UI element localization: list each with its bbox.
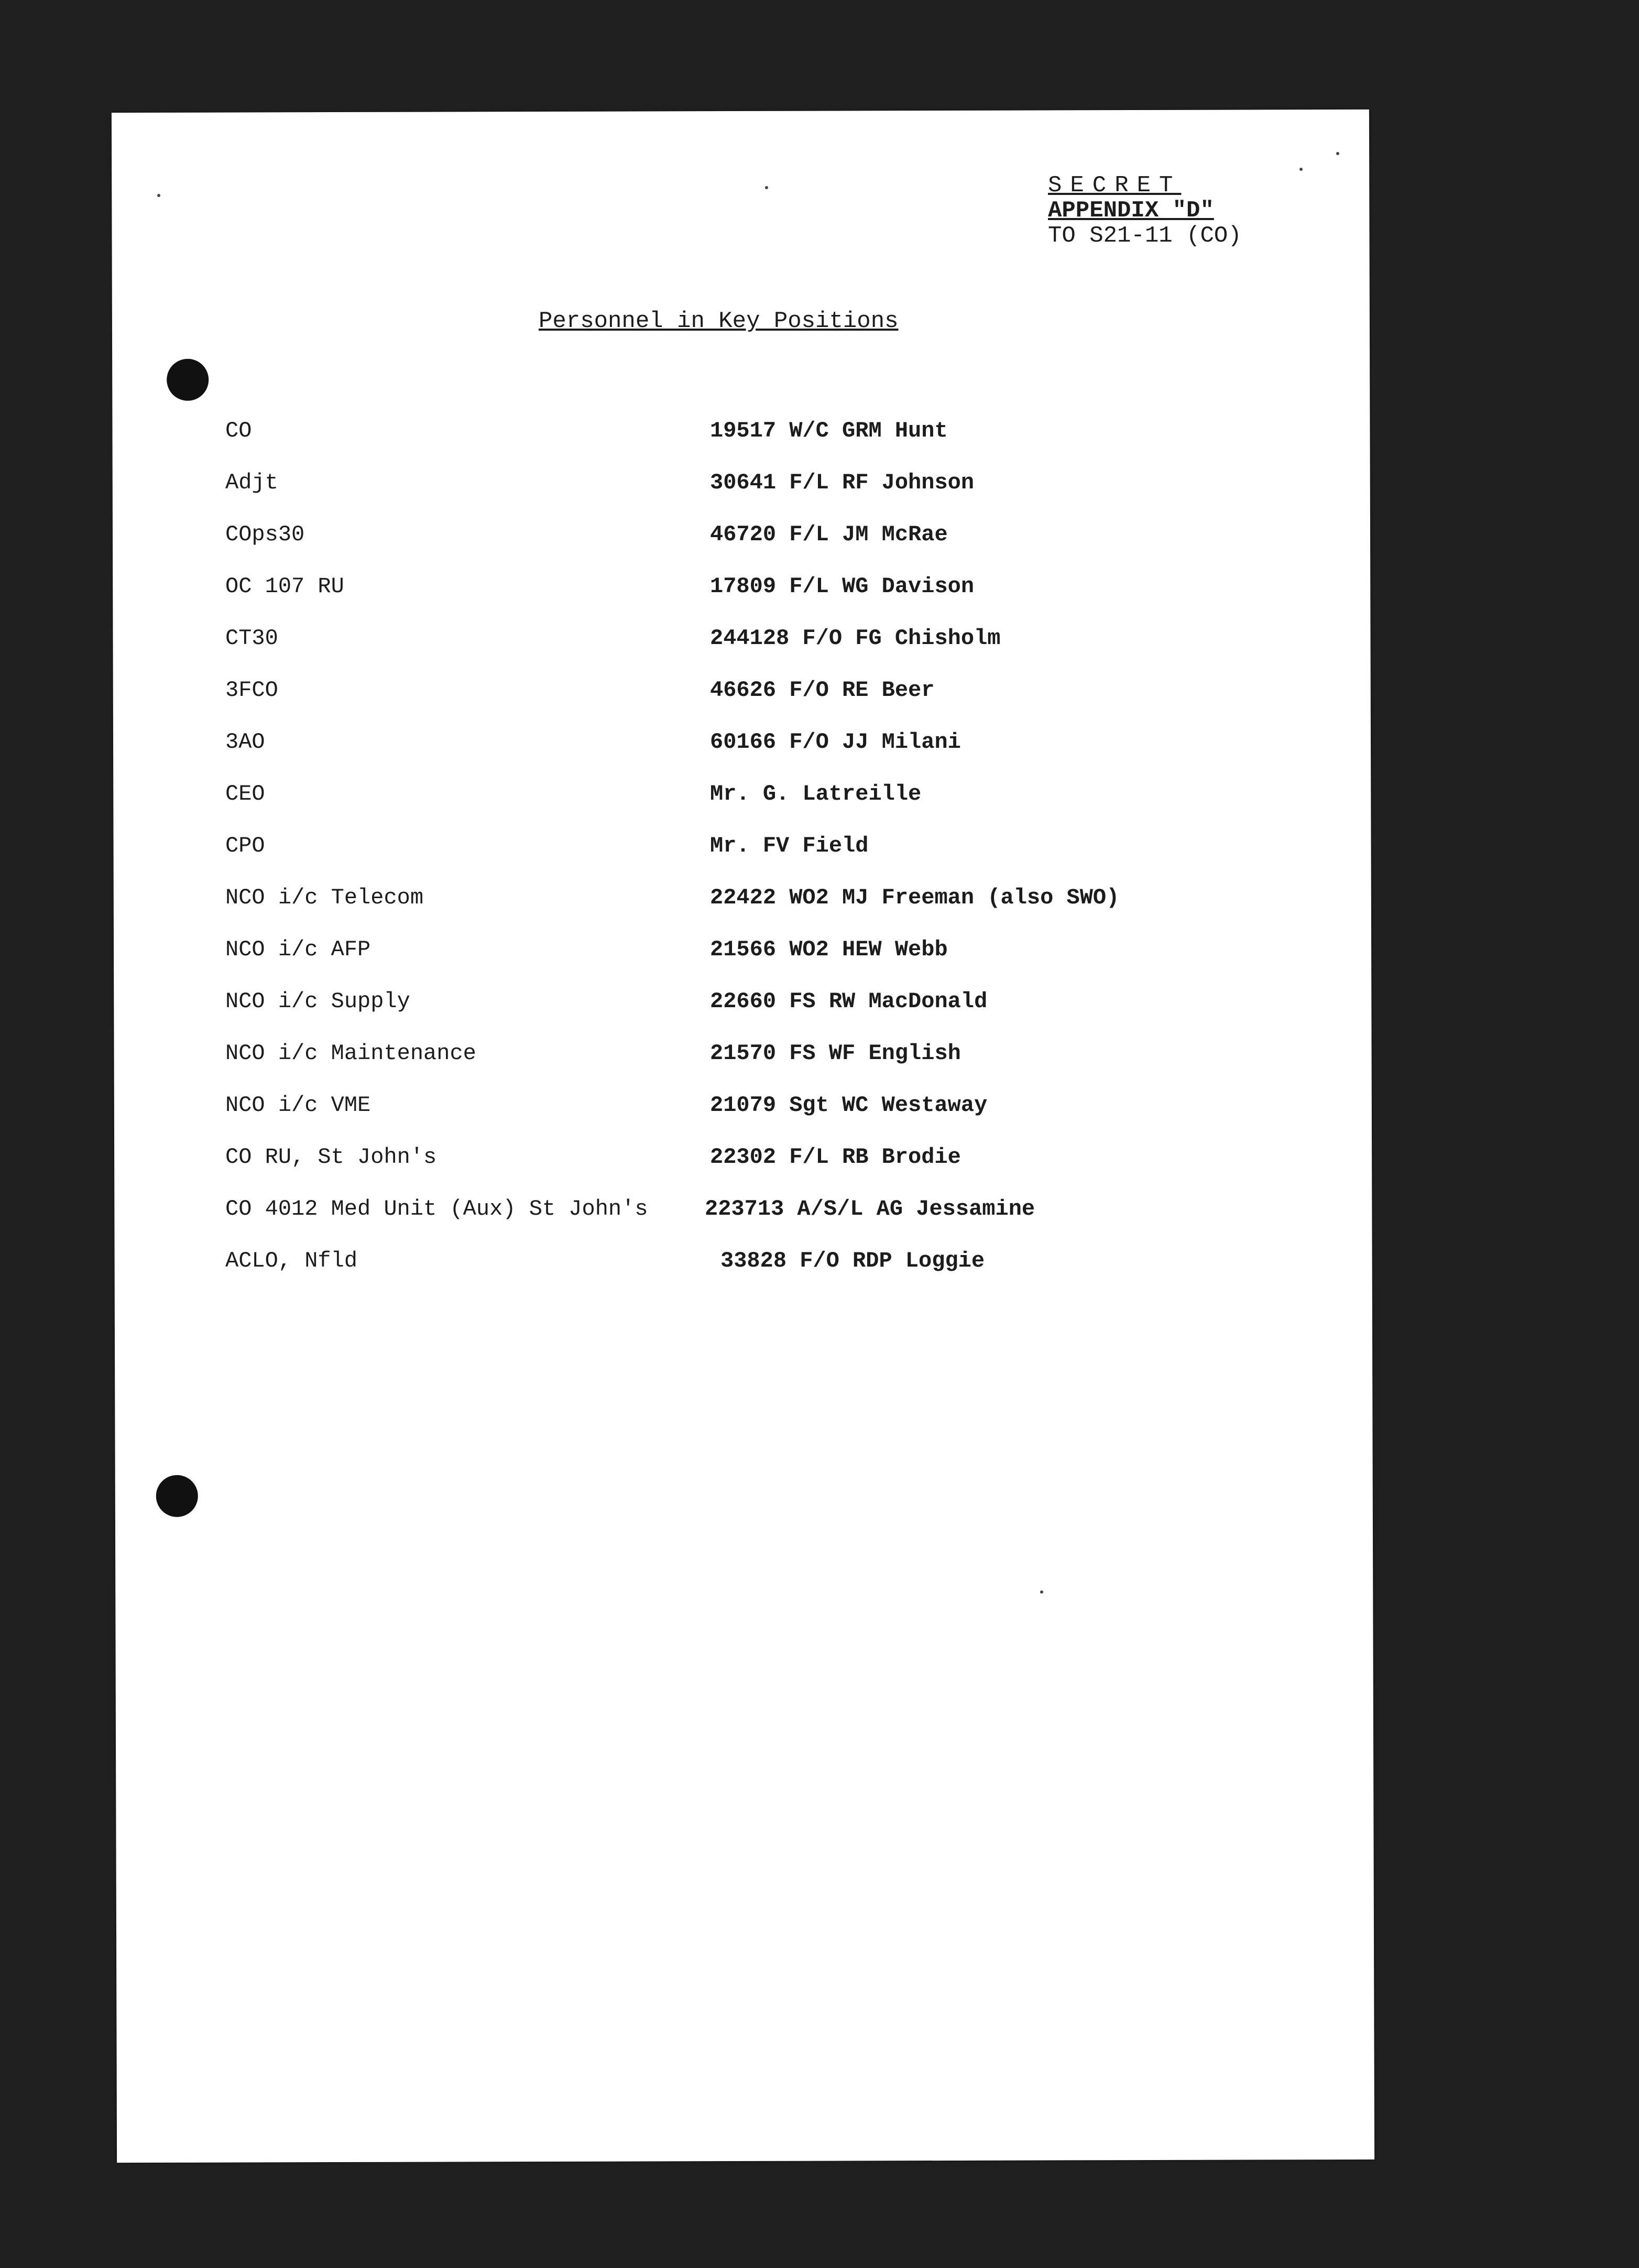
list-item <box>0 571 1639 602</box>
person-entry: Mr. FV Field <box>710 833 869 858</box>
person-entry: 46720 F/L JM McRae <box>710 522 948 547</box>
person-entry: 21079 Sgt WC Westaway <box>710 1093 988 1118</box>
list-item <box>0 934 1639 965</box>
position-label: NCO i/c VME <box>225 1093 371 1118</box>
list-item <box>0 830 1639 862</box>
position-label: ACLO, Nfld <box>225 1248 358 1273</box>
list-item <box>0 882 1639 913</box>
position-label: CO <box>225 418 252 443</box>
list-item <box>0 519 1639 550</box>
list-item <box>0 1245 1639 1277</box>
dust-speck <box>157 194 160 197</box>
position-label: NCO i/c Supply <box>225 989 410 1014</box>
position-label: 3AO <box>225 729 265 755</box>
position-label: CO 4012 Med Unit (Aux) St John's <box>225 1196 648 1222</box>
page-title: Personnel in Key Positions <box>539 308 899 334</box>
position-label: 3FCO <box>225 678 278 703</box>
position-label: CEO <box>225 781 265 806</box>
list-item <box>0 674 1639 706</box>
dust-speck <box>1299 168 1303 171</box>
position-label: Adjt <box>225 470 278 495</box>
person-entry: 33828 F/O RDP Loggie <box>720 1248 985 1273</box>
list-item <box>0 1193 1639 1225</box>
person-entry: 22422 WO2 MJ Freeman (also SWO) <box>710 885 1120 910</box>
classification-block <box>1048 173 1242 248</box>
person-entry: Mr. G. Latreille <box>710 781 922 806</box>
position-label: NCO i/c Maintenance <box>225 1041 476 1066</box>
position-label: OC 107 RU <box>225 574 344 599</box>
person-entry: 60166 F/O JJ Milani <box>710 729 961 755</box>
person-entry: 17809 F/L WG Davison <box>710 574 975 599</box>
position-label: NCO i/c Telecom <box>225 885 424 910</box>
dust-speck <box>1040 1590 1043 1594</box>
list-item <box>0 1038 1639 1069</box>
person-entry: 22302 F/L RB Brodie <box>710 1144 961 1170</box>
punch-hole-top <box>167 359 209 401</box>
list-item <box>0 467 1639 498</box>
list-item <box>0 623 1639 654</box>
person-entry: 244128 F/O FG Chisholm <box>710 626 1001 651</box>
appendix-label: APPENDIX "D" <box>1048 198 1214 224</box>
position-label: COps30 <box>225 522 305 547</box>
person-entry: 223713 A/S/L AG Jessamine <box>705 1196 1035 1222</box>
dust-speck <box>765 186 768 189</box>
person-entry: 22660 FS RW MacDonald <box>710 989 988 1014</box>
list-item <box>0 778 1639 810</box>
position-label: CPO <box>225 833 265 858</box>
classification-label: SECRET <box>1048 172 1182 199</box>
person-entry: 46626 F/O RE Beer <box>710 678 935 703</box>
position-label: NCO i/c AFP <box>225 937 371 962</box>
list-item <box>0 415 1639 446</box>
list-item <box>0 726 1639 758</box>
reference-label: TO S21-11 (CO) <box>1048 223 1242 249</box>
punch-hole-bottom <box>156 1475 198 1517</box>
dust-speck <box>1336 152 1339 155</box>
position-label: CO RU, St John's <box>225 1144 437 1170</box>
person-entry: 30641 F/L RF Johnson <box>710 470 975 495</box>
position-label: CT30 <box>225 626 278 651</box>
list-item <box>0 1141 1639 1173</box>
list-item <box>0 986 1639 1017</box>
list-item <box>0 1089 1639 1121</box>
person-entry: 21566 WO2 HEW Webb <box>710 937 948 962</box>
person-entry: 21570 FS WF English <box>710 1041 961 1066</box>
person-entry: 19517 W/C GRM Hunt <box>710 418 948 443</box>
